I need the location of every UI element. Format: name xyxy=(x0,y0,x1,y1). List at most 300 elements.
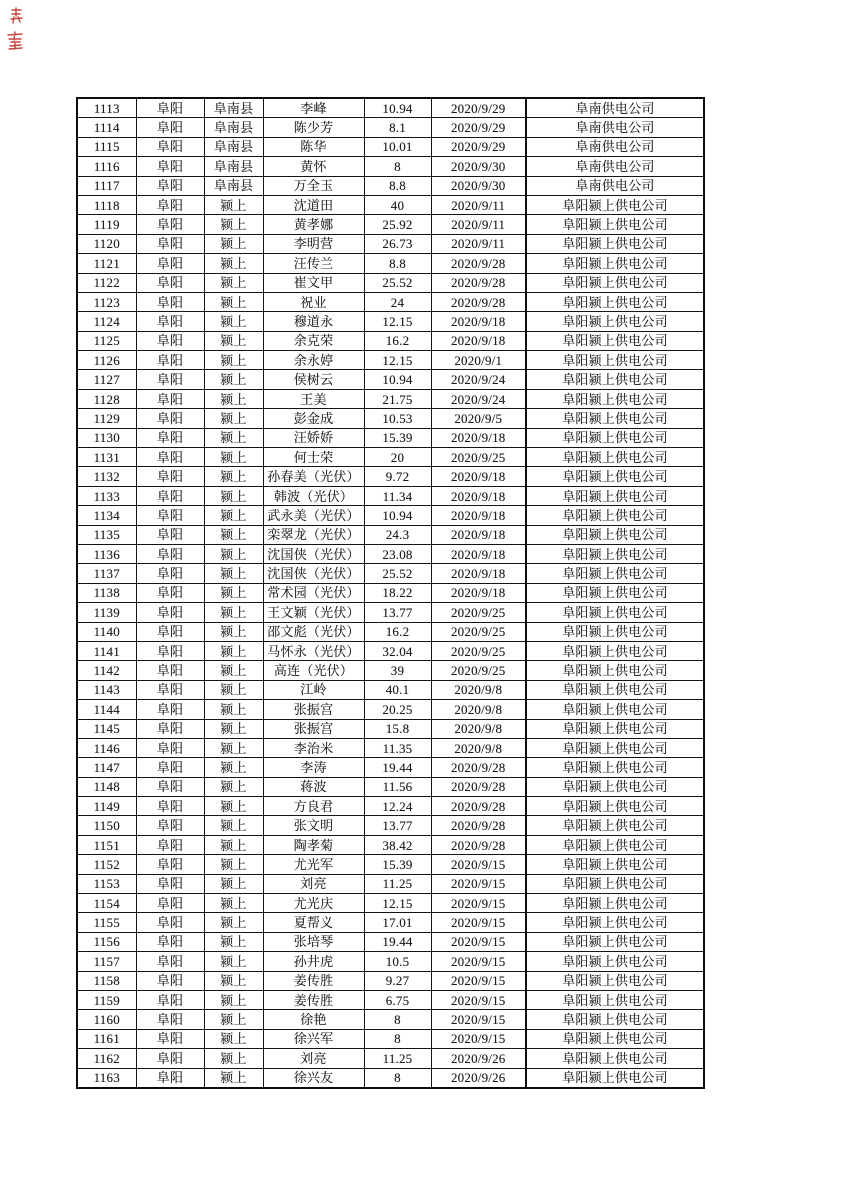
cell-date: 2020/9/15 xyxy=(431,894,526,913)
cell-city: 阜阳 xyxy=(136,273,204,292)
cell-city: 阜阳 xyxy=(136,157,204,176)
cell-name: 方良君 xyxy=(263,797,364,816)
cell-date: 2020/9/18 xyxy=(431,544,526,563)
cell-date: 2020/9/18 xyxy=(431,312,526,331)
cell-date: 2020/9/15 xyxy=(431,971,526,990)
cell-date: 2020/9/11 xyxy=(431,215,526,234)
cell-company: 阜阳颍上供电公司 xyxy=(526,525,704,544)
cell-date: 2020/9/15 xyxy=(431,952,526,971)
cell-company: 阜南供电公司 xyxy=(526,118,704,137)
cell-city: 阜阳 xyxy=(136,525,204,544)
cell-date: 2020/9/18 xyxy=(431,331,526,350)
cell-county: 颍上 xyxy=(204,758,263,777)
cell-name: 陈华 xyxy=(263,137,364,156)
cell-date: 2020/9/18 xyxy=(431,506,526,525)
cell-company: 阜阳颍上供电公司 xyxy=(526,1068,704,1088)
cell-capacity: 15.8 xyxy=(364,719,431,738)
cell-name: 汪传兰 xyxy=(263,254,364,273)
cell-county: 颍上 xyxy=(204,641,263,660)
cell-date: 2020/9/29 xyxy=(431,118,526,137)
cell-county: 颍上 xyxy=(204,1029,263,1048)
cell-city: 阜阳 xyxy=(136,564,204,583)
cell-city: 阜阳 xyxy=(136,1049,204,1068)
cell-city: 阜阳 xyxy=(136,680,204,699)
cell-serial: 1152 xyxy=(77,855,136,874)
cell-date: 2020/9/28 xyxy=(431,816,526,835)
cell-company: 阜阳颍上供电公司 xyxy=(526,370,704,389)
table-row xyxy=(77,215,704,234)
cell-serial: 1143 xyxy=(77,680,136,699)
cell-capacity: 16.2 xyxy=(364,331,431,350)
cell-city: 阜阳 xyxy=(136,1068,204,1088)
cell-city: 阜阳 xyxy=(136,312,204,331)
table-row xyxy=(77,486,704,505)
cell-county: 颍上 xyxy=(204,874,263,893)
cell-name: 黄怀 xyxy=(263,157,364,176)
cell-company: 阜阳颍上供电公司 xyxy=(526,661,704,680)
cell-serial: 1153 xyxy=(77,874,136,893)
cell-capacity: 10.94 xyxy=(364,506,431,525)
cell-city: 阜阳 xyxy=(136,215,204,234)
cell-name: 尤光军 xyxy=(263,855,364,874)
cell-name: 徐兴军 xyxy=(263,1029,364,1048)
cell-city: 阜阳 xyxy=(136,176,204,195)
cell-county: 颍上 xyxy=(204,583,263,602)
cell-company: 阜阳颍上供电公司 xyxy=(526,738,704,757)
cell-capacity: 11.25 xyxy=(364,1049,431,1068)
table-row xyxy=(77,622,704,641)
table-row xyxy=(77,370,704,389)
table-row xyxy=(77,1029,704,1048)
cell-serial: 1122 xyxy=(77,273,136,292)
cell-serial: 1142 xyxy=(77,661,136,680)
cell-city: 阜阳 xyxy=(136,622,204,641)
cell-company: 阜阳颍上供电公司 xyxy=(526,971,704,990)
table-row xyxy=(77,331,704,350)
cell-county: 颍上 xyxy=(204,855,263,874)
cell-serial: 1162 xyxy=(77,1049,136,1068)
cell-county: 阜南县 xyxy=(204,176,263,195)
cell-name: 祝业 xyxy=(263,292,364,311)
cell-company: 阜阳颍上供电公司 xyxy=(526,389,704,408)
cell-date: 2020/9/8 xyxy=(431,700,526,719)
cell-county: 颍上 xyxy=(204,990,263,1009)
cell-county: 颍上 xyxy=(204,952,263,971)
cell-city: 阜阳 xyxy=(136,932,204,951)
cell-name: 姜传胜 xyxy=(263,990,364,1009)
cell-serial: 1157 xyxy=(77,952,136,971)
cell-serial: 1160 xyxy=(77,1010,136,1029)
cell-city: 阜阳 xyxy=(136,428,204,447)
cell-capacity: 20 xyxy=(364,448,431,467)
cell-county: 颍上 xyxy=(204,312,263,331)
cell-capacity: 12.15 xyxy=(364,312,431,331)
cell-capacity: 39 xyxy=(364,661,431,680)
cell-county: 颍上 xyxy=(204,234,263,253)
cell-name: 黄孝娜 xyxy=(263,215,364,234)
cell-capacity: 11.25 xyxy=(364,874,431,893)
cell-city: 阜阳 xyxy=(136,292,204,311)
cell-serial: 1141 xyxy=(77,641,136,660)
cell-capacity: 40 xyxy=(364,195,431,214)
cell-city: 阜阳 xyxy=(136,467,204,486)
cell-capacity: 11.35 xyxy=(364,738,431,757)
cell-county: 颍上 xyxy=(204,1049,263,1068)
cell-name: 陈少芳 xyxy=(263,118,364,137)
cell-county: 颍上 xyxy=(204,661,263,680)
cell-company: 阜南供电公司 xyxy=(526,157,704,176)
cell-name: 沈国侠（光伏） xyxy=(263,544,364,563)
cell-capacity: 24.3 xyxy=(364,525,431,544)
cell-serial: 1151 xyxy=(77,835,136,854)
cell-company: 阜阳颍上供电公司 xyxy=(526,719,704,738)
cell-serial: 1163 xyxy=(77,1068,136,1088)
cell-date: 2020/9/8 xyxy=(431,738,526,757)
cell-county: 阜南县 xyxy=(204,157,263,176)
cell-serial: 1116 xyxy=(77,157,136,176)
table-row xyxy=(77,700,704,719)
cell-city: 阜阳 xyxy=(136,797,204,816)
table-row xyxy=(77,273,704,292)
cell-name: 李峰 xyxy=(263,98,364,118)
cell-city: 阜阳 xyxy=(136,234,204,253)
cell-name: 侯树云 xyxy=(263,370,364,389)
cell-company: 阜阳颍上供电公司 xyxy=(526,564,704,583)
cell-name: 沈道田 xyxy=(263,195,364,214)
cell-company: 阜阳颍上供电公司 xyxy=(526,952,704,971)
cell-county: 颍上 xyxy=(204,486,263,505)
cell-capacity: 8 xyxy=(364,1068,431,1088)
cell-company: 阜阳颍上供电公司 xyxy=(526,428,704,447)
cell-company: 阜阳颍上供电公司 xyxy=(526,1049,704,1068)
cell-city: 阜阳 xyxy=(136,738,204,757)
cell-name: 张振宫 xyxy=(263,700,364,719)
table-row xyxy=(77,254,704,273)
cell-serial: 1119 xyxy=(77,215,136,234)
cell-company: 阜阳颍上供电公司 xyxy=(526,816,704,835)
cell-capacity: 25.52 xyxy=(364,273,431,292)
cell-serial: 1148 xyxy=(77,777,136,796)
table-row xyxy=(77,1010,704,1029)
cell-capacity: 24 xyxy=(364,292,431,311)
red-stamp-mark-icon xyxy=(9,7,24,29)
cell-company: 阜南供电公司 xyxy=(526,137,704,156)
cell-name: 高连（光伏） xyxy=(263,661,364,680)
cell-company: 阜阳颍上供电公司 xyxy=(526,777,704,796)
cell-company: 阜阳颍上供电公司 xyxy=(526,215,704,234)
table-row xyxy=(77,971,704,990)
cell-county: 颍上 xyxy=(204,448,263,467)
cell-name: 李涛 xyxy=(263,758,364,777)
cell-name: 夏帮义 xyxy=(263,913,364,932)
cell-city: 阜阳 xyxy=(136,118,204,137)
cell-date: 2020/9/18 xyxy=(431,583,526,602)
table-row xyxy=(77,157,704,176)
cell-name: 韩波（光伏） xyxy=(263,486,364,505)
cell-city: 阜阳 xyxy=(136,758,204,777)
cell-city: 阜阳 xyxy=(136,351,204,370)
cell-date: 2020/9/30 xyxy=(431,157,526,176)
cell-company: 阜阳颍上供电公司 xyxy=(526,467,704,486)
table-row xyxy=(77,292,704,311)
cell-city: 阜阳 xyxy=(136,971,204,990)
cell-city: 阜阳 xyxy=(136,98,204,118)
cell-capacity: 9.72 xyxy=(364,467,431,486)
table-row xyxy=(77,312,704,331)
table-row xyxy=(77,816,704,835)
cell-capacity: 40.1 xyxy=(364,680,431,699)
cell-county: 颍上 xyxy=(204,331,263,350)
cell-company: 阜阳颍上供电公司 xyxy=(526,409,704,428)
cell-name: 张文明 xyxy=(263,816,364,835)
cell-serial: 1130 xyxy=(77,428,136,447)
cell-county: 颍上 xyxy=(204,506,263,525)
cell-city: 阜阳 xyxy=(136,195,204,214)
table-row xyxy=(77,98,704,118)
cell-serial: 1159 xyxy=(77,990,136,1009)
cell-city: 阜阳 xyxy=(136,603,204,622)
cell-city: 阜阳 xyxy=(136,583,204,602)
cell-company: 阜阳颍上供电公司 xyxy=(526,932,704,951)
cell-date: 2020/9/18 xyxy=(431,564,526,583)
cell-city: 阜阳 xyxy=(136,1029,204,1048)
cell-city: 阜阳 xyxy=(136,254,204,273)
cell-name: 蒋波 xyxy=(263,777,364,796)
cell-capacity: 8.8 xyxy=(364,254,431,273)
cell-company: 阜阳颍上供电公司 xyxy=(526,544,704,563)
cell-serial: 1139 xyxy=(77,603,136,622)
cell-date: 2020/9/25 xyxy=(431,603,526,622)
cell-name: 余永婷 xyxy=(263,351,364,370)
cell-city: 阜阳 xyxy=(136,389,204,408)
red-stamp-mark-icon xyxy=(6,30,25,55)
cell-date: 2020/9/8 xyxy=(431,680,526,699)
table-row xyxy=(77,777,704,796)
cell-city: 阜阳 xyxy=(136,137,204,156)
cell-name: 江岭 xyxy=(263,680,364,699)
cell-serial: 1158 xyxy=(77,971,136,990)
cell-city: 阜阳 xyxy=(136,370,204,389)
table-row xyxy=(77,641,704,660)
cell-date: 2020/9/25 xyxy=(431,622,526,641)
cell-capacity: 11.34 xyxy=(364,486,431,505)
table-row xyxy=(77,389,704,408)
cell-capacity: 38.42 xyxy=(364,835,431,854)
table-row xyxy=(77,1049,704,1068)
customer-table-wrap xyxy=(76,97,705,1089)
cell-name: 陶孝菊 xyxy=(263,835,364,854)
cell-county: 颍上 xyxy=(204,738,263,757)
cell-serial: 1115 xyxy=(77,137,136,156)
cell-city: 阜阳 xyxy=(136,448,204,467)
table-row xyxy=(77,544,704,563)
table-row xyxy=(77,506,704,525)
cell-company: 阜阳颍上供电公司 xyxy=(526,855,704,874)
cell-date: 2020/9/15 xyxy=(431,932,526,951)
cell-serial: 1161 xyxy=(77,1029,136,1048)
cell-name: 王美 xyxy=(263,389,364,408)
cell-county: 颍上 xyxy=(204,254,263,273)
cell-date: 2020/9/8 xyxy=(431,719,526,738)
cell-county: 阜南县 xyxy=(204,98,263,118)
cell-name: 万全玉 xyxy=(263,176,364,195)
cell-company: 阜阳颍上供电公司 xyxy=(526,1010,704,1029)
cell-capacity: 10.94 xyxy=(364,98,431,118)
cell-serial: 1127 xyxy=(77,370,136,389)
cell-serial: 1121 xyxy=(77,254,136,273)
cell-capacity: 21.75 xyxy=(364,389,431,408)
cell-date: 2020/9/25 xyxy=(431,661,526,680)
cell-city: 阜阳 xyxy=(136,777,204,796)
cell-name: 武永美（光伏） xyxy=(263,506,364,525)
table-row xyxy=(77,661,704,680)
cell-serial: 1126 xyxy=(77,351,136,370)
cell-name: 孙春美（光伏） xyxy=(263,467,364,486)
cell-date: 2020/9/26 xyxy=(431,1068,526,1088)
cell-capacity: 23.08 xyxy=(364,544,431,563)
cell-date: 2020/9/11 xyxy=(431,195,526,214)
cell-capacity: 10.53 xyxy=(364,409,431,428)
cell-serial: 1134 xyxy=(77,506,136,525)
cell-county: 颍上 xyxy=(204,700,263,719)
cell-city: 阜阳 xyxy=(136,486,204,505)
cell-county: 颍上 xyxy=(204,797,263,816)
cell-city: 阜阳 xyxy=(136,700,204,719)
cell-city: 阜阳 xyxy=(136,816,204,835)
table-row xyxy=(77,913,704,932)
cell-name: 张振宫 xyxy=(263,719,364,738)
table-row xyxy=(77,583,704,602)
cell-county: 颍上 xyxy=(204,215,263,234)
cell-name: 刘亮 xyxy=(263,1049,364,1068)
cell-county: 颍上 xyxy=(204,351,263,370)
cell-company: 阜阳颍上供电公司 xyxy=(526,700,704,719)
cell-company: 阜阳颍上供电公司 xyxy=(526,292,704,311)
cell-capacity: 8.8 xyxy=(364,176,431,195)
cell-date: 2020/9/24 xyxy=(431,370,526,389)
cell-date: 2020/9/29 xyxy=(431,137,526,156)
cell-serial: 1137 xyxy=(77,564,136,583)
cell-serial: 1147 xyxy=(77,758,136,777)
cell-company: 阜阳颍上供电公司 xyxy=(526,273,704,292)
cell-name: 穆道永 xyxy=(263,312,364,331)
cell-serial: 1129 xyxy=(77,409,136,428)
cell-date: 2020/9/18 xyxy=(431,525,526,544)
cell-county: 颍上 xyxy=(204,564,263,583)
table-row xyxy=(77,176,704,195)
cell-serial: 1150 xyxy=(77,816,136,835)
cell-company: 阜阳颍上供电公司 xyxy=(526,448,704,467)
table-row xyxy=(77,603,704,622)
cell-company: 阜阳颍上供电公司 xyxy=(526,312,704,331)
cell-company: 阜阳颍上供电公司 xyxy=(526,758,704,777)
cell-capacity: 10.94 xyxy=(364,370,431,389)
cell-serial: 1133 xyxy=(77,486,136,505)
cell-county: 颍上 xyxy=(204,273,263,292)
cell-city: 阜阳 xyxy=(136,506,204,525)
cell-name: 邵文彪（光伏） xyxy=(263,622,364,641)
cell-date: 2020/9/5 xyxy=(431,409,526,428)
cell-capacity: 13.77 xyxy=(364,816,431,835)
table-row xyxy=(77,351,704,370)
cell-city: 阜阳 xyxy=(136,331,204,350)
cell-company: 阜阳颍上供电公司 xyxy=(526,874,704,893)
cell-serial: 1138 xyxy=(77,583,136,602)
cell-capacity: 20.25 xyxy=(364,700,431,719)
table-row xyxy=(77,1068,704,1088)
cell-capacity: 17.01 xyxy=(364,913,431,932)
cell-company: 阜阳颍上供电公司 xyxy=(526,234,704,253)
cell-company: 阜阳颍上供电公司 xyxy=(526,1029,704,1048)
cell-county: 颍上 xyxy=(204,389,263,408)
cell-serial: 1123 xyxy=(77,292,136,311)
table-row xyxy=(77,118,704,137)
cell-name: 李治米 xyxy=(263,738,364,757)
table-row xyxy=(77,428,704,447)
table-row xyxy=(77,952,704,971)
cell-serial: 1113 xyxy=(77,98,136,118)
cell-capacity: 19.44 xyxy=(364,758,431,777)
cell-name: 马怀永（光伏） xyxy=(263,641,364,660)
cell-serial: 1120 xyxy=(77,234,136,253)
cell-date: 2020/9/18 xyxy=(431,486,526,505)
cell-county: 阜南县 xyxy=(204,118,263,137)
cell-company: 阜阳颍上供电公司 xyxy=(526,486,704,505)
cell-date: 2020/9/18 xyxy=(431,428,526,447)
cell-name: 沈国侠（光伏） xyxy=(263,564,364,583)
cell-date: 2020/9/18 xyxy=(431,467,526,486)
cell-company: 阜阳颍上供电公司 xyxy=(526,331,704,350)
cell-date: 2020/9/30 xyxy=(431,176,526,195)
cell-name: 尤光庆 xyxy=(263,894,364,913)
cell-serial: 1135 xyxy=(77,525,136,544)
table-row xyxy=(77,990,704,1009)
cell-county: 颍上 xyxy=(204,932,263,951)
cell-name: 徐艳 xyxy=(263,1010,364,1029)
cell-date: 2020/9/25 xyxy=(431,641,526,660)
cell-county: 颍上 xyxy=(204,777,263,796)
cell-name: 刘亮 xyxy=(263,874,364,893)
cell-county: 颍上 xyxy=(204,1010,263,1029)
table-row xyxy=(77,797,704,816)
table-row xyxy=(77,835,704,854)
cell-date: 2020/9/15 xyxy=(431,1029,526,1048)
cell-date: 2020/9/15 xyxy=(431,990,526,1009)
cell-date: 2020/9/26 xyxy=(431,1049,526,1068)
cell-county: 颍上 xyxy=(204,525,263,544)
cell-company: 阜阳颍上供电公司 xyxy=(526,195,704,214)
cell-name: 张培琴 xyxy=(263,932,364,951)
cell-company: 阜南供电公司 xyxy=(526,176,704,195)
cell-serial: 1117 xyxy=(77,176,136,195)
table-row xyxy=(77,680,704,699)
cell-county: 颍上 xyxy=(204,603,263,622)
cell-city: 阜阳 xyxy=(136,874,204,893)
cell-serial: 1118 xyxy=(77,195,136,214)
cell-company: 阜阳颍上供电公司 xyxy=(526,506,704,525)
cell-county: 颍上 xyxy=(204,680,263,699)
cell-name: 崔文甲 xyxy=(263,273,364,292)
cell-name: 王文颖（光伏） xyxy=(263,603,364,622)
cell-city: 阜阳 xyxy=(136,835,204,854)
cell-capacity: 11.56 xyxy=(364,777,431,796)
cell-county: 颍上 xyxy=(204,835,263,854)
cell-city: 阜阳 xyxy=(136,952,204,971)
cell-city: 阜阳 xyxy=(136,641,204,660)
cell-city: 阜阳 xyxy=(136,894,204,913)
cell-serial: 1140 xyxy=(77,622,136,641)
cell-serial: 1146 xyxy=(77,738,136,757)
